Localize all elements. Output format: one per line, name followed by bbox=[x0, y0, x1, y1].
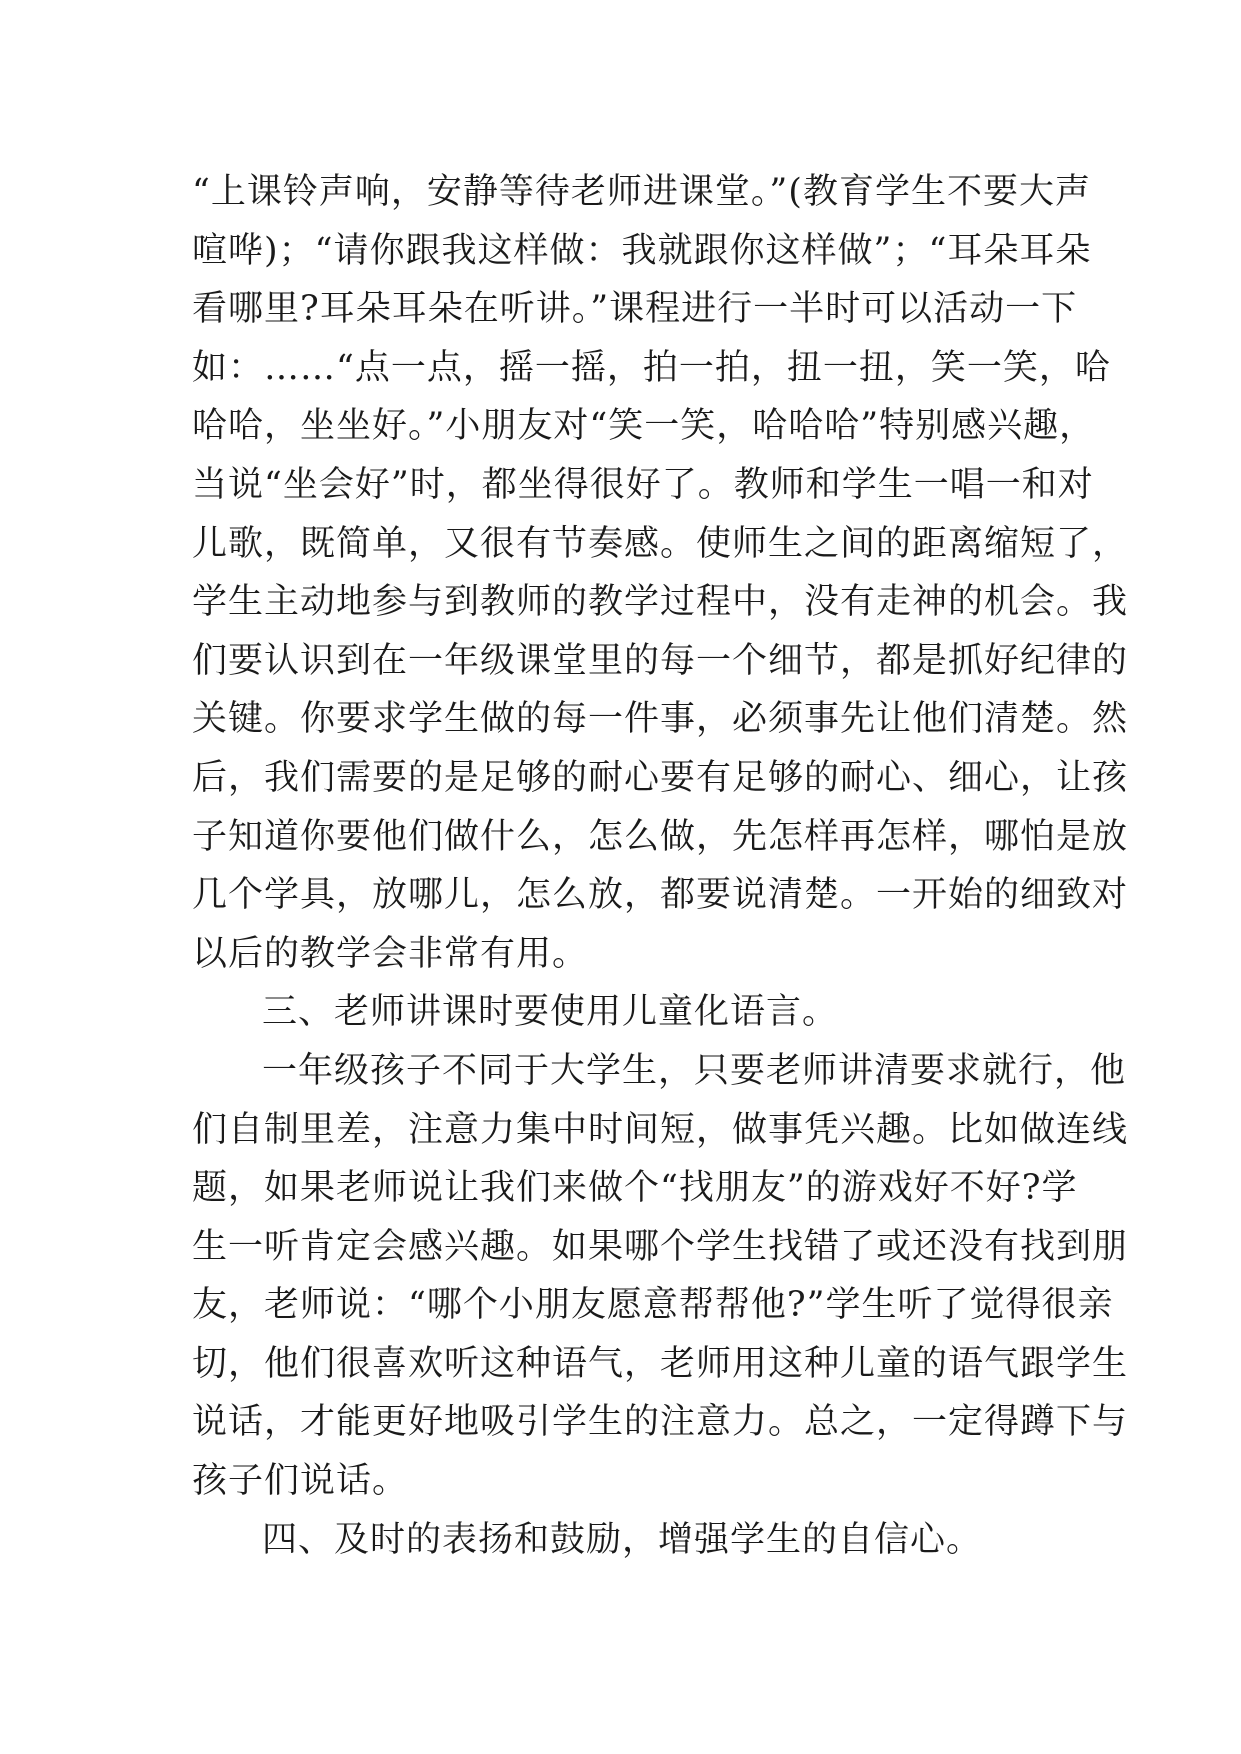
text-line: 几个学具，放哪儿，怎么放，都要说清楚。一开始的细致对 bbox=[192, 875, 1129, 916]
text-line: 当说“坐会好”时，都坐得很好了。教师和学生一唱一和对 bbox=[192, 464, 1094, 505]
section-heading-four bbox=[192, 1511, 1062, 1570]
text-line: 喧哗)；“请你跟我这样做：我就跟你这样做”；“耳朵耳朵 bbox=[192, 230, 1092, 271]
text-line: 看哪里?耳朵耳朵在听讲。”课程进行一半时可以活动一下 bbox=[192, 289, 1078, 330]
text-line: 以后的教学会非常有用。 bbox=[192, 933, 589, 974]
text-line: 学生主动地参与到教师的教学过程中，没有走神的机会。我 bbox=[192, 582, 1129, 623]
text-line: 们自制里差，注意力集中时间短，做事凭兴趣。比如做连线 bbox=[192, 1109, 1129, 1150]
text-line: 们要认识到在一年级课堂里的每一个细节，都是抓好纪律的 bbox=[192, 640, 1129, 681]
paragraph-classroom-rhymes bbox=[192, 163, 1129, 983]
heading-line: 三、老师讲课时要使用儿童化语言。 bbox=[262, 992, 839, 1033]
text-line: “上课铃声响，安静等待老师进课堂。”(教育学生不要大声 bbox=[192, 172, 1091, 212]
text-line: 孩子们说话。 bbox=[192, 1461, 409, 1502]
text-line: 如：……“点一点，摇一摇，拍一拍，扭一扭，笑一笑，哈 bbox=[192, 347, 1111, 388]
text-line: 切，他们很喜欢听这种语气，老师用这种儿童的语气跟学生 bbox=[192, 1343, 1129, 1384]
text-line: 后，我们需要的是足够的耐心要有足够的耐心、细心，让孩 bbox=[192, 757, 1129, 798]
text-line: 题，如果老师说让我们来做个“找朋友”的游戏好不好?学 bbox=[192, 1168, 1078, 1209]
text-line: 一年级孩子不同于大学生，只要老师讲清要求就行，他 bbox=[262, 1050, 1127, 1091]
text-line: 子知道你要他们做什么，怎么做，先怎样再怎样，哪怕是放 bbox=[192, 816, 1129, 857]
text-line: 生一听肯定会感兴趣。如果哪个学生找错了或还没有找到朋 bbox=[192, 1226, 1129, 1267]
text-line: 关键。你要求学生做的每一件事，必须事先让他们清楚。然 bbox=[192, 699, 1129, 740]
section-heading-three bbox=[192, 983, 1062, 1042]
text-line: 儿歌，既简单，又很有节奏感。使师生之间的距离缩短了， bbox=[192, 523, 1129, 564]
text-line: 哈哈，坐坐好。”小朋友对“笑一笑，哈哈哈”特别感兴趣， bbox=[192, 406, 1096, 447]
text-line: 说话，才能更好地吸引学生的注意力。总之，一定得蹲下与 bbox=[192, 1402, 1129, 1443]
paragraph-child-language bbox=[192, 1042, 1129, 1511]
heading-line: 四、及时的表扬和鼓励，增强学生的自信心。 bbox=[262, 1519, 983, 1560]
document-body bbox=[192, 163, 1129, 1569]
text-line: 友，老师说：“哪个小朋友愿意帮帮他?”学生听了觉得很亲 bbox=[192, 1285, 1114, 1326]
